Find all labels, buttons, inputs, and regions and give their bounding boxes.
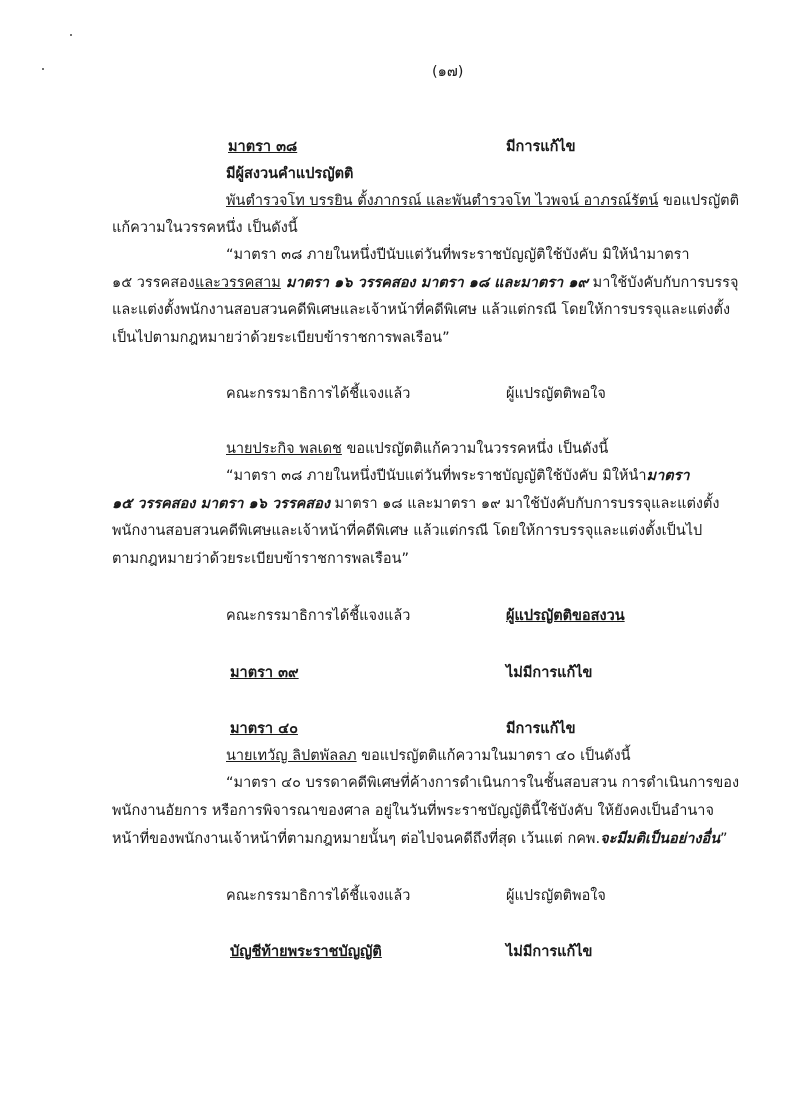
amendment-2-intro-text: ขอแปรญัตติแก้ความในวรรคหนึ่ง เป็นดังนี้ (341, 441, 609, 457)
quote-fragment: ” (720, 831, 728, 847)
amendment-2-intro (226, 439, 608, 459)
section-40-committee: คณะกรรมาธิการได้ชี้แจงแล้ว (226, 888, 411, 904)
amendment-2-quote-line1 (226, 466, 690, 486)
schedule-status: ไม่มีการแก้ไข (506, 944, 593, 960)
quote-fragment: มาตรา ๑๘ และมาตรา ๑๙ มาใช้บังคับกับการบรรจุและแต่งตั้ง (329, 496, 720, 512)
amendment-2-quote-line2 (112, 494, 719, 514)
section-40-quote-line2: พนักงานอัยการ หรือการพิจารณาของศาล อยู่ในวันที่พระราชบัญญัตินี้ใช้บังคับ ให้ยังคงเป็นอำนาจ (112, 803, 714, 819)
amendment-1-committee: คณะกรรมาธิการได้ชี้แจงแล้ว (226, 386, 411, 402)
quote-fragment: ๑๕ วรรคสอง (112, 275, 195, 291)
amendment-2-quote-line4: ตามกฎหมายว่าด้วยระเบียบข้าราชการพลเรือน” (112, 551, 410, 567)
quote-fragment: “มาตรา ๓๘ ภายในหนึ่งปีนับแต่วันที่พระราชบัญญัติใช้บังคับ มิให้นำ (226, 468, 647, 484)
section-40-quote-line3 (112, 829, 728, 849)
amendment-2-committee: คณะกรรมาธิการได้ชี้แจงแล้ว (226, 608, 411, 624)
section-40-intro (226, 746, 631, 766)
scan-speck (70, 34, 72, 36)
section-38-heading: มีผู้สงวนคำแปรญัตติ (226, 166, 354, 182)
quote-struck-text: มาตรา ๑๖ วรรคสอง มาตรา ๑๘ และมาตรา ๑๙ (280, 275, 589, 291)
quote-struck-text: ๑๕ วรรคสอง มาตรา ๑๖ วรรคสอง (112, 496, 330, 512)
amendment-1-names: พันตำรวจโท บรรยิน ตั้งภากรณ์ และพันตำรวจโท ไวพจน์ อาภรณ์รัตน์ (226, 193, 659, 209)
section-40-title: มาตรา ๔๐ (230, 721, 298, 737)
amendment-1-intro-line2: แก้ความในวรรคหนึ่ง เป็นดังนี้ (112, 220, 298, 236)
amendment-1-quote-line3: และแต่งตั้งพนักงานสอบสวนคดีพิเศษและเจ้าหน้าที่คดีพิเศษ แล้วแต่กรณี โดยให้การบรรจุและแต่งตั้ง (112, 302, 731, 318)
section-40-quote-line1: “มาตรา ๔๐ บรรดาคดีพิเศษที่ค้างการดำเนินการในชั้นสอบสวน การดำเนินการของ (226, 775, 740, 791)
section-40-status: มีการแก้ไข (506, 721, 576, 737)
amendment-2-name: นายประกิจ พลเดช (226, 441, 342, 457)
amendment-1-result: ผู้แปรญัตติพอใจ (506, 386, 606, 402)
quote-fragment: มาใช้บังคับกับการบรรจุ (588, 275, 739, 291)
quote-fragment: หน้าที่ของพนักงานเจ้าหน้าที่ตามกฎหมายนั้นๆ ต่อไปจนคดีถึงที่สุด เว้นแต่ กคพ. (112, 831, 601, 847)
amendment-1-quote-line1: “มาตรา ๓๘ ภายในหนึ่งปีนับแต่วันที่พระราชบัญญัติใช้บังคับ มิให้นำมาตรา (226, 247, 690, 263)
amendment-1-quote-line4: เป็นไปตามกฎหมายว่าด้วยระเบียบข้าราชการพลเรือน” (112, 330, 450, 346)
scan-speck (42, 68, 44, 70)
section-40-result: ผู้แปรญัตติพอใจ (506, 888, 606, 904)
amendment-2-quote-line3: พนักงานสอบสวนคดีพิเศษและเจ้าหน้าที่คดีพิเศษ แล้วแต่กรณี โดยให้การบรรจุและแต่งตั้งเป็นไป (112, 523, 703, 539)
amendment-1-intro (226, 191, 739, 211)
section-39-status: ไม่มีการแก้ไข (506, 665, 593, 681)
amendment-1-intro-text: ขอแปรญัตติ (658, 193, 740, 209)
schedule-title: บัญชีท้ายพระราชบัญญัติ (230, 944, 382, 960)
section-39-title: มาตรา ๓๙ (230, 665, 299, 681)
quote-inserted-text: จะมีมติเป็นอย่างอื่น (600, 831, 721, 847)
amendment-2-result: ผู้แปรญัตติขอสงวน (506, 608, 625, 624)
amendment-1-quote-line2 (112, 273, 738, 293)
quote-struck-text: มาตรา (646, 468, 690, 484)
section-38-title: มาตรา ๓๘ (228, 139, 298, 155)
quote-inserted-text: และวรรคสาม (194, 275, 281, 291)
section-40-intro-text: ขอแปรญัตติแก้ความในมาตรา ๔๐ เป็นดังนี้ (356, 748, 631, 764)
section-40-name: นายเทวัญ ลิปตพัลลภ (226, 748, 357, 764)
section-38-status: มีการแก้ไข (506, 139, 576, 155)
page-number: (๑๗) (432, 64, 464, 80)
